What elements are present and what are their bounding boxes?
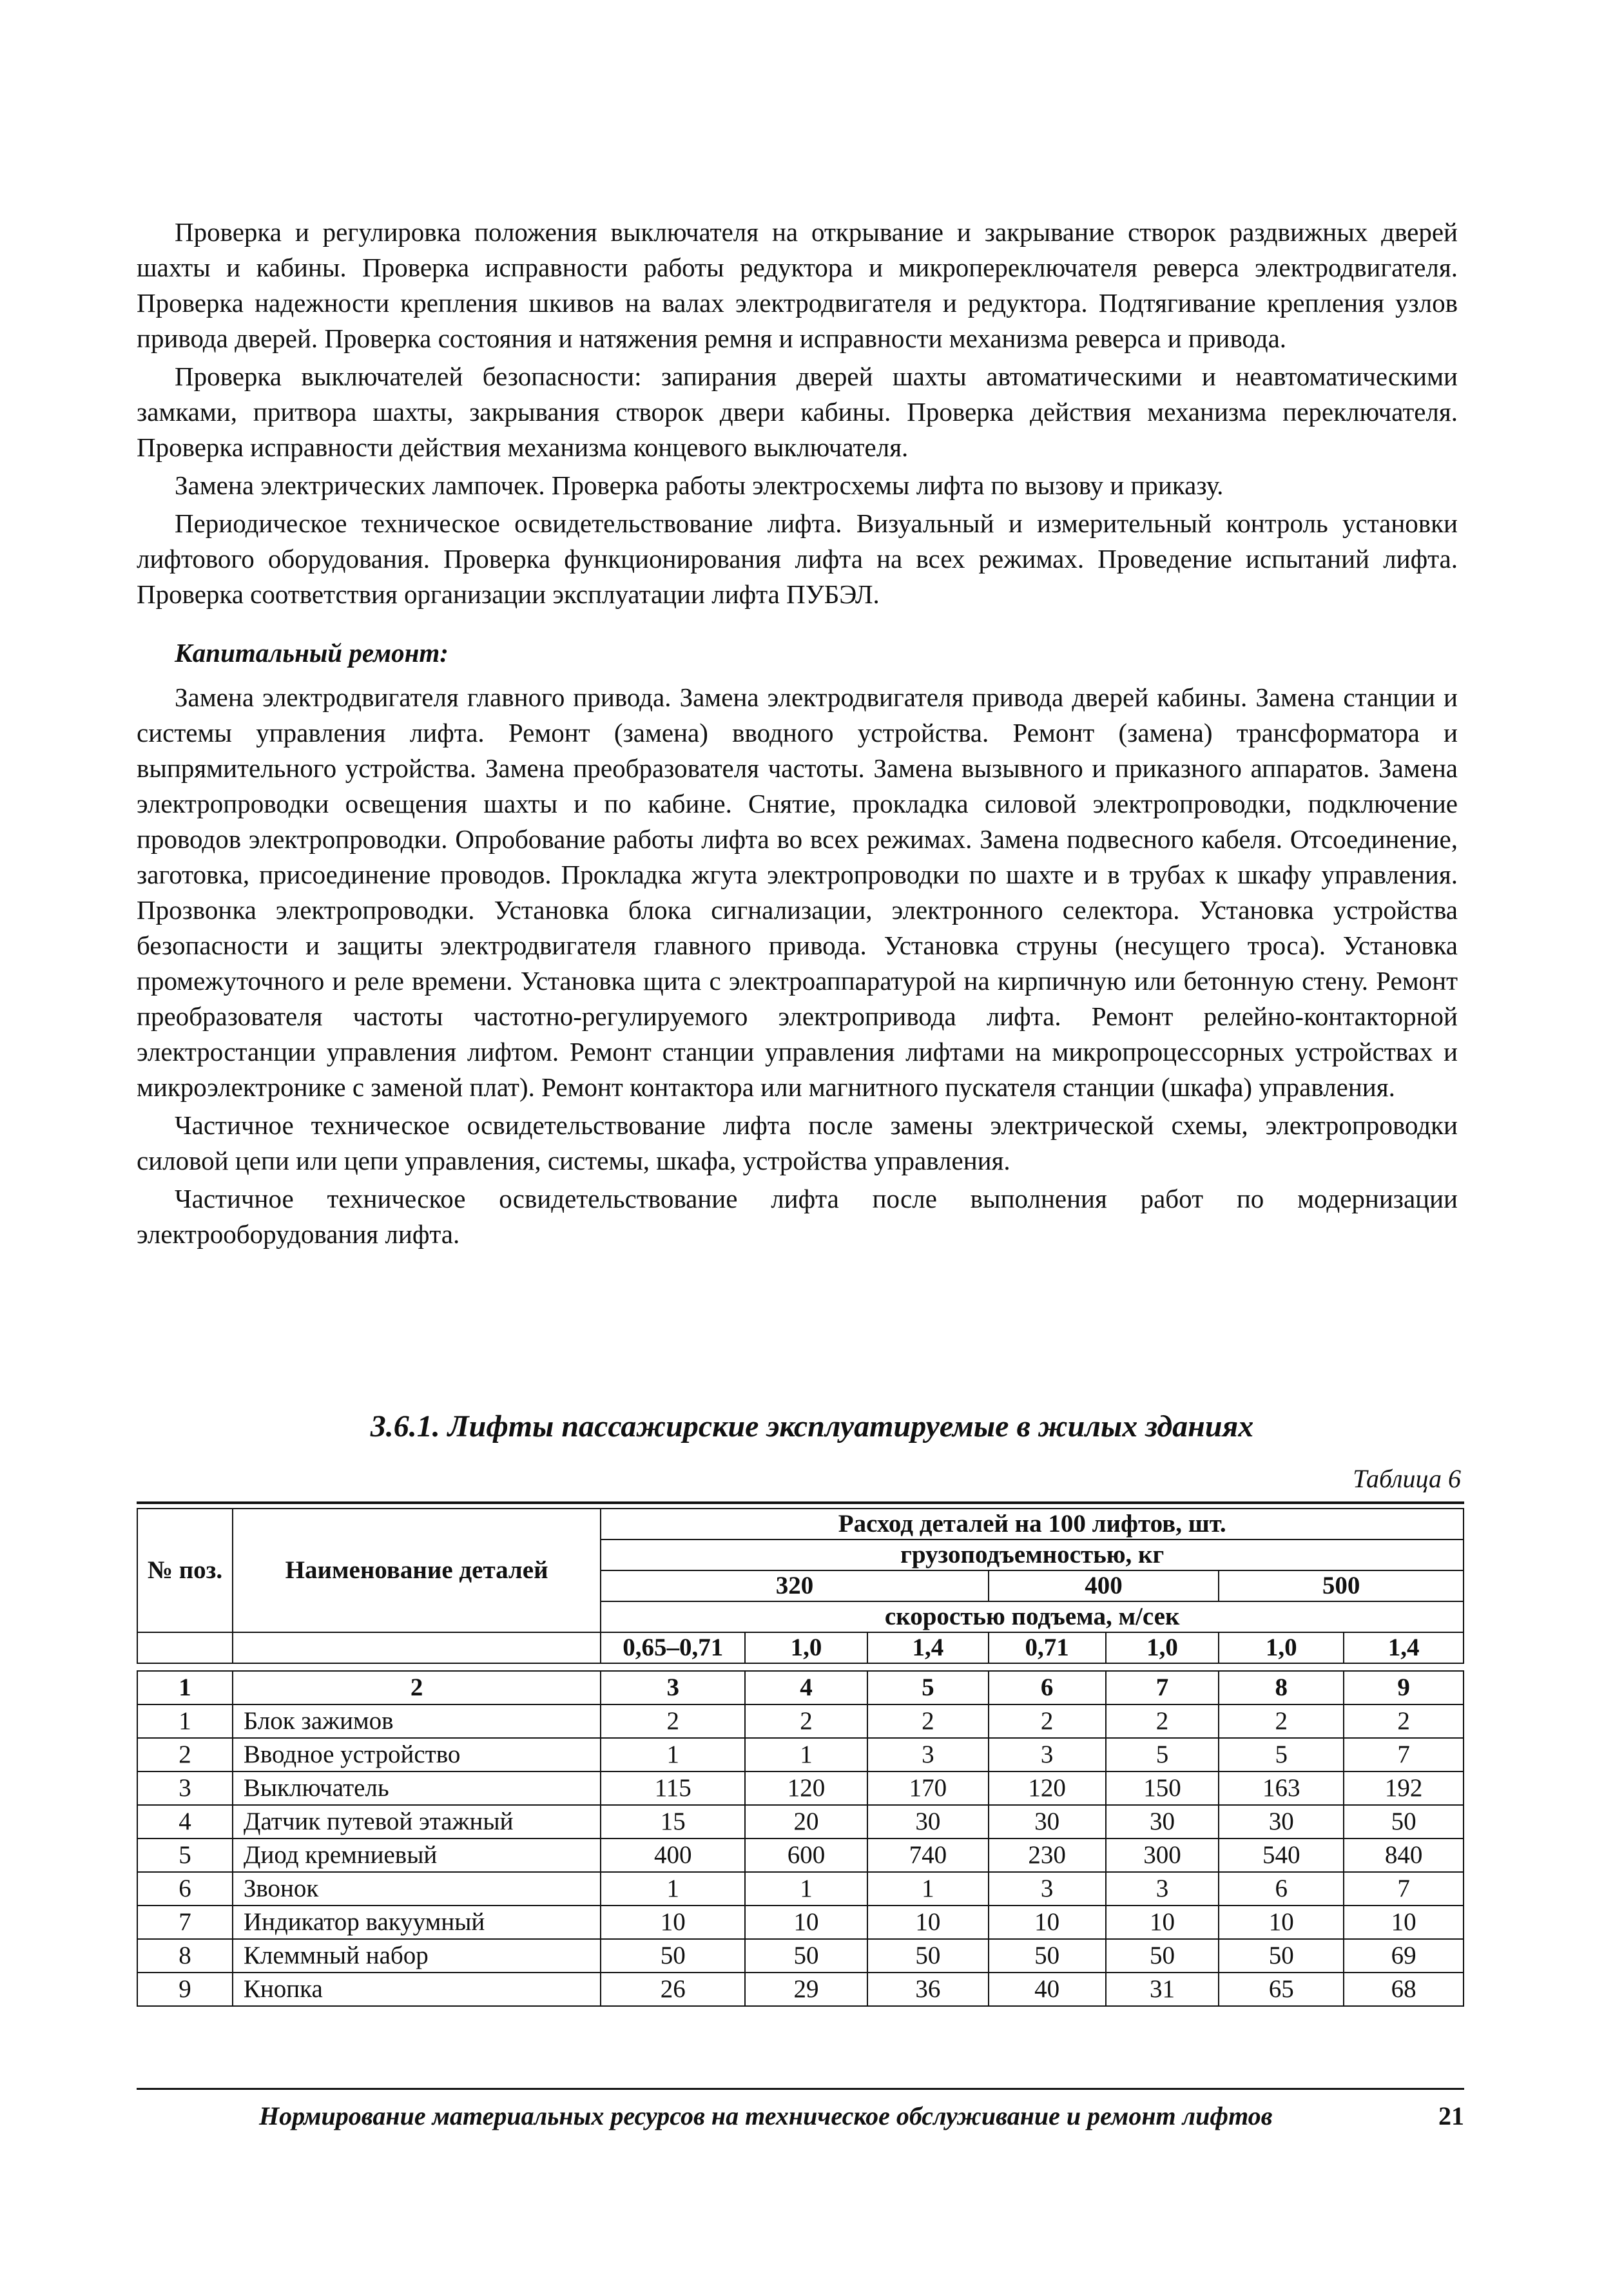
row-value: 1 [601, 1738, 745, 1771]
row-value: 740 [867, 1839, 989, 1872]
table-top-rule [137, 1501, 1464, 1504]
header-capacity: грузоподъемностью, кг [601, 1540, 1464, 1570]
row-value: 115 [601, 1771, 745, 1805]
column-index: 3 [601, 1671, 745, 1704]
table-row [137, 1738, 1464, 1771]
page-number: 21 [1438, 2101, 1464, 2130]
row-value: 1 [745, 1872, 867, 1906]
row-value: 1 [867, 1872, 989, 1906]
paragraph: Частичное техническое освидетельствование лифта после выполнения работ по модернизации электрооборудования лифта. [137, 1184, 1458, 1249]
row-pos: 3 [137, 1771, 233, 1805]
row-value: 7 [1344, 1738, 1464, 1771]
row-value: 1 [745, 1738, 867, 1771]
row-value: 50 [867, 1939, 989, 1973]
row-name: Кнопка [233, 1973, 601, 2006]
row-value: 7 [1344, 1872, 1464, 1906]
column-index: 1 [137, 1671, 233, 1704]
paragraph: Проверка и регулировка положения выключателя на открывание и закрывание створок раздвижных дверей шахты и кабины. Проверка исправности работы редуктора и микропереключателя реверса электродвигателя. Проверка надежности крепления шкивов на валах электродвигателя и редуктора. Подтягивание крепления узлов привода дверей. Проверка состояния и натяжения ремня и исправности механизма реверса и привода. [137, 217, 1458, 353]
header-capacity-value: 400 [989, 1570, 1219, 1601]
column-index: 5 [867, 1671, 989, 1704]
paragraph: Замена электрических лампочек. Проверка работы электросхемы лифта по вызову и приказу. [175, 470, 1224, 500]
table-row [137, 1939, 1464, 1973]
row-value: 3 [989, 1738, 1106, 1771]
row-value: 50 [1219, 1939, 1344, 1973]
row-value: 150 [1106, 1771, 1219, 1805]
row-value: 6 [1219, 1872, 1344, 1906]
header-capacity-value: 320 [601, 1570, 988, 1601]
row-value: 2 [1106, 1704, 1219, 1738]
row-value: 3 [1106, 1872, 1219, 1906]
header-speed-value: 1,4 [1344, 1632, 1464, 1663]
row-name: Индикатор вакуумный [233, 1906, 601, 1939]
parts-table [137, 1508, 1464, 2007]
row-name: Выключатель [233, 1771, 601, 1805]
row-value: 36 [867, 1973, 989, 2006]
header-speed-value: 1,0 [1219, 1632, 1344, 1663]
paragraph: Проверка выключателей безопасности: запирания дверей шахты автоматическими и неавтоматическими замками, притвора шахты, закрывания створок двери кабины. Проверка действия механизма переключателя. Проверка исправности действия механизма концевого выключателя. [137, 362, 1458, 462]
row-value: 31 [1106, 1973, 1219, 2006]
paragraph: Замена электродвигателя главного привода. Замена электродвигателя привода дверей кабины. Замена станции и системы управления лифта. Ремонт (замена) вводного устройства. Ремонт (замена) трансформатора и выпрямительного устройства. Замена преобразователя частоты. Замена вызывного и приказного аппаратов. Замена электропроводки освещения шахты и по кабине. Снятие, прокладка силовой электропроводки, подключение проводов электропроводки. Опробование работы лифта во всех режимах. Замена подвесного кабеля. Отсоединение, заготовка, присоединение проводов. Прокладка жгута электропроводки по шахте и в трубах к шкафу управления. Прозвонка электропроводки. Установка блока сигнализации, электронного селектора. Установка устройства безопасности и защиты электродвигателя главного привода. Установка струны (несущего троса). Установка промежуточного и реле времени. Установка щита с электроаппаратурой на кирпичную или бетонную стену. Ремонт преобразователя частоты частотно-регулируемого электропривода лифта. Ремонт релейно-контакторной электростанции управления лифтом. Ремонт станции управления лифтами на микропроцессорных устройствах и микроэлектронике с заменой плат). Ремонт контактора или магнитного пускателя станции (шкафа) управления. [137, 682, 1458, 1102]
row-value: 50 [1106, 1939, 1219, 1973]
table-row [137, 1704, 1464, 1738]
row-pos: 9 [137, 1973, 233, 2006]
header-consumption: Расход деталей на 100 лифтов, шт. [601, 1509, 1464, 1540]
table-title: 3.6.1. Лифты пассажирские эксплуатируемые в жилых зданиях [370, 1409, 1254, 1443]
body-text [137, 215, 1458, 1255]
row-value: 2 [989, 1704, 1106, 1738]
row-value: 10 [1106, 1906, 1219, 1939]
column-index: 2 [233, 1671, 601, 1704]
row-value: 26 [601, 1973, 745, 2006]
row-pos: 8 [137, 1939, 233, 1973]
table-row [137, 1839, 1464, 1872]
paragraph: Частичное техническое освидетельствование лифта после замены электрической схемы, электропроводки силовой цепи или цепи управления, системы, шкафа, устройства управления. [137, 1110, 1458, 1175]
row-value: 68 [1344, 1973, 1464, 2006]
row-value: 50 [1344, 1805, 1464, 1839]
row-pos: 6 [137, 1872, 233, 1906]
row-value: 50 [745, 1939, 867, 1973]
row-value: 3 [867, 1738, 989, 1771]
column-index-row [137, 1671, 1464, 1704]
column-index: 9 [1344, 1671, 1464, 1704]
row-value: 1 [601, 1872, 745, 1906]
table-row [137, 1805, 1464, 1839]
column-index: 8 [1219, 1671, 1344, 1704]
row-value: 120 [745, 1771, 867, 1805]
row-value: 10 [601, 1906, 745, 1939]
table-row [137, 1906, 1464, 1939]
row-name: Диод кремниевый [233, 1839, 601, 1872]
row-value: 30 [989, 1805, 1106, 1839]
row-value: 69 [1344, 1939, 1464, 1973]
footer-title: Нормирование материальных ресурсов на техническое обслуживание и ремонт лифтов [259, 2101, 1273, 2130]
row-value: 192 [1344, 1771, 1464, 1805]
row-value: 40 [989, 1973, 1106, 2006]
row-value: 30 [1219, 1805, 1344, 1839]
row-value: 29 [745, 1973, 867, 2006]
header-capacity-value: 500 [1219, 1570, 1464, 1601]
row-value: 230 [989, 1839, 1106, 1872]
column-index: 7 [1106, 1671, 1219, 1704]
header-speed-value: 1,0 [745, 1632, 867, 1663]
footer-rule [137, 2088, 1464, 2090]
row-value: 2 [601, 1704, 745, 1738]
table-row [137, 1771, 1464, 1805]
row-value: 2 [745, 1704, 867, 1738]
row-value: 10 [1344, 1906, 1464, 1939]
row-name: Звонок [233, 1872, 601, 1906]
row-name: Клеммный набор [233, 1939, 601, 1973]
row-value: 10 [1219, 1906, 1344, 1939]
row-value: 120 [989, 1771, 1106, 1805]
row-value: 15 [601, 1805, 745, 1839]
header-speed-value: 0,65–0,71 [601, 1632, 745, 1663]
row-name: Датчик путевой этажный [233, 1805, 601, 1839]
row-value: 50 [989, 1939, 1106, 1973]
row-value: 163 [1219, 1771, 1344, 1805]
row-value: 5 [1219, 1738, 1344, 1771]
row-value: 5 [1106, 1738, 1219, 1771]
row-value: 300 [1106, 1839, 1219, 1872]
row-value: 10 [867, 1906, 989, 1939]
row-value: 600 [745, 1839, 867, 1872]
row-value: 2 [1344, 1704, 1464, 1738]
row-value: 170 [867, 1771, 989, 1805]
table-number: Таблица 6 [1353, 1464, 1461, 1493]
row-value: 400 [601, 1839, 745, 1872]
row-pos: 1 [137, 1704, 233, 1738]
row-value: 30 [1106, 1805, 1219, 1839]
row-pos: 2 [137, 1738, 233, 1771]
table-row [137, 1973, 1464, 2006]
row-value: 30 [867, 1805, 989, 1839]
row-value: 20 [745, 1805, 867, 1839]
row-value: 10 [745, 1906, 867, 1939]
row-value: 2 [867, 1704, 989, 1738]
row-value: 10 [989, 1906, 1106, 1939]
row-value: 2 [1219, 1704, 1344, 1738]
row-pos: 4 [137, 1805, 233, 1839]
row-value: 840 [1344, 1839, 1464, 1872]
header-pos: № поз. [137, 1509, 233, 1632]
table-row [137, 1872, 1464, 1906]
section-heading: Капитальный ремонт: [175, 638, 449, 668]
row-pos: 5 [137, 1839, 233, 1872]
header-speed-value: 0,71 [989, 1632, 1106, 1663]
column-index: 6 [989, 1671, 1106, 1704]
row-value: 65 [1219, 1973, 1344, 2006]
header-name: Наименование деталей [233, 1509, 601, 1632]
paragraph: Периодическое техническое освидетельствование лифта. Визуальный и измерительный контроль установки лифтового оборудования. Проверка функционирования лифта на всех режимах. Проведение испытаний лифта. Проверка соответствия организации эксплуатации лифта ПУБЭЛ. [137, 508, 1458, 609]
row-value: 540 [1219, 1839, 1344, 1872]
row-value: 3 [989, 1872, 1106, 1906]
header-speed-value: 1,4 [867, 1632, 989, 1663]
column-index: 4 [745, 1671, 867, 1704]
row-pos: 7 [137, 1906, 233, 1939]
row-value: 50 [601, 1939, 745, 1973]
header-speed-value: 1,0 [1106, 1632, 1219, 1663]
header-speed: скоростью подъема, м/сек [601, 1601, 1464, 1632]
row-name: Вводное устройство [233, 1738, 601, 1771]
row-name: Блок зажимов [233, 1704, 601, 1738]
